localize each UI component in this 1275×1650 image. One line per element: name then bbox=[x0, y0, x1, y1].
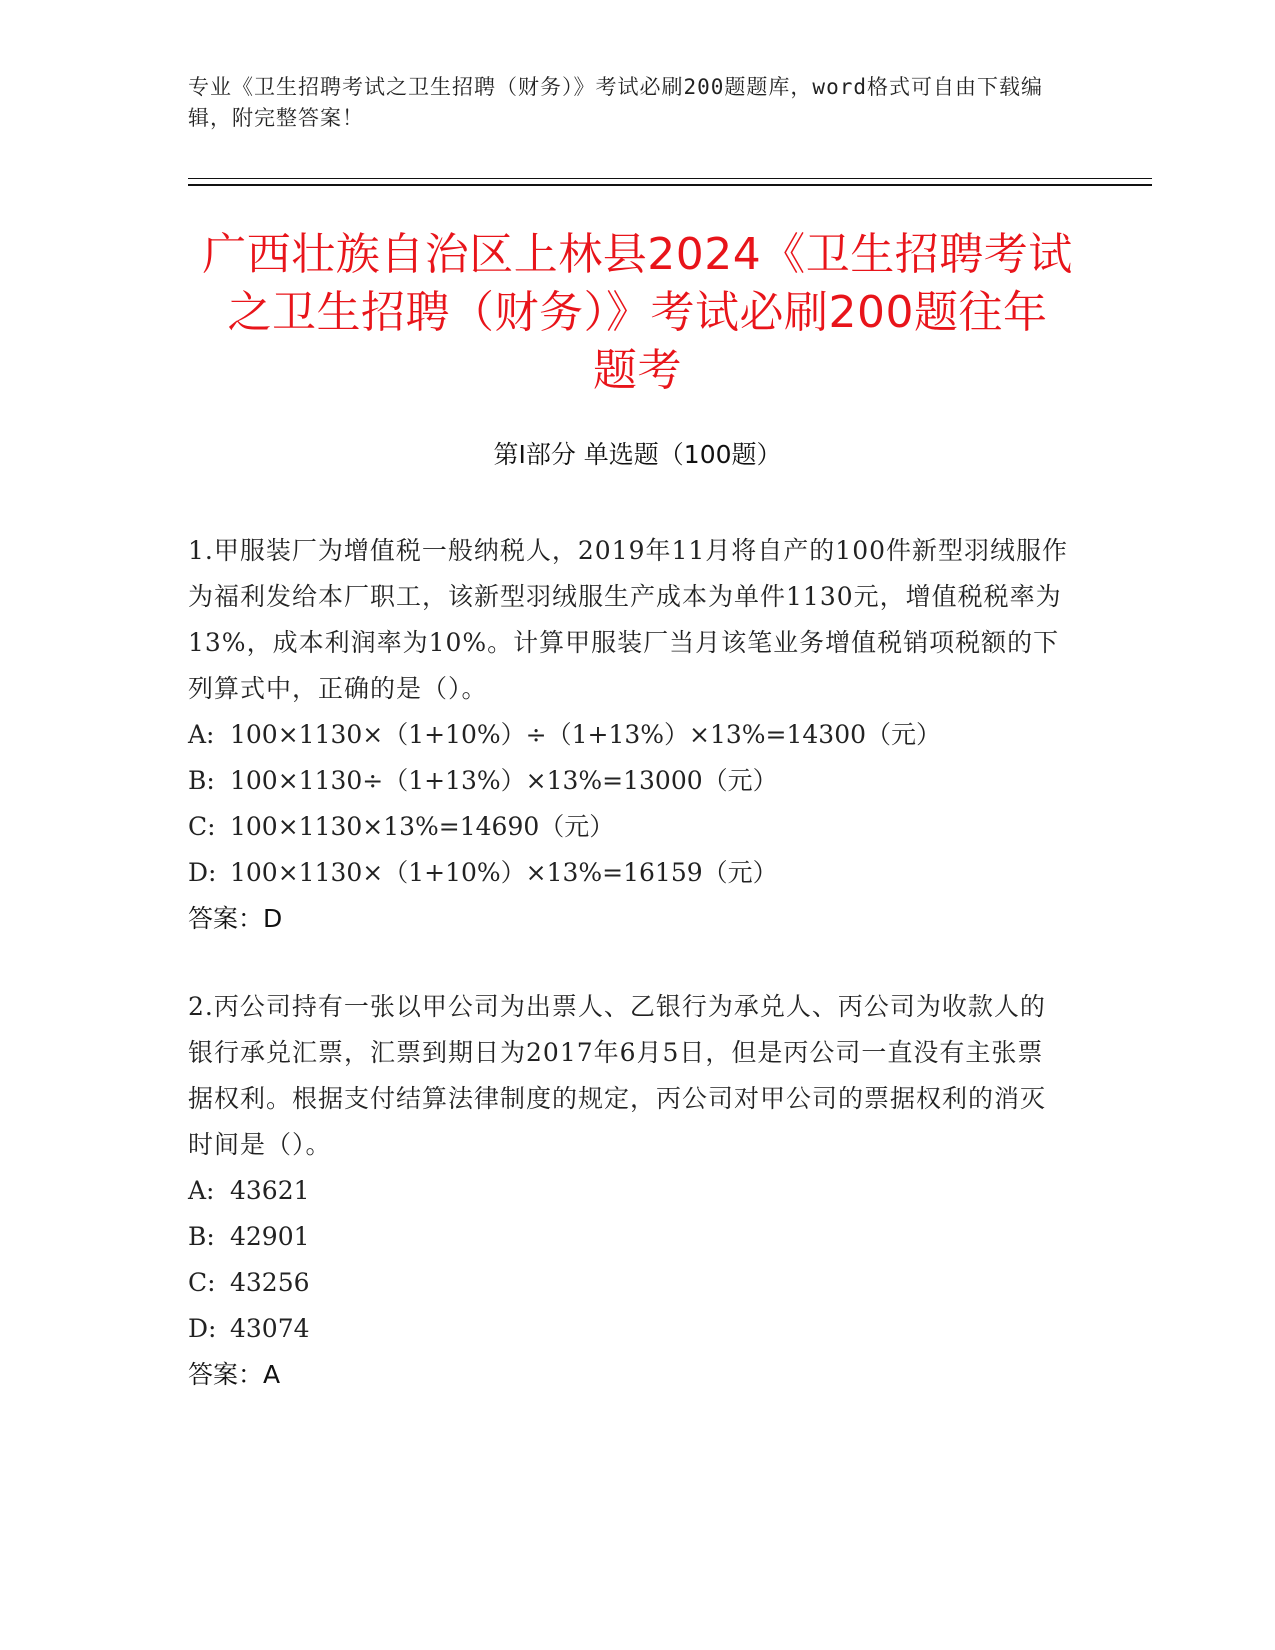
question-2 bbox=[188, 984, 1068, 1398]
option-a bbox=[188, 712, 1068, 758]
option-letter: D: bbox=[188, 858, 217, 887]
answer-line: 答案：D bbox=[188, 904, 283, 933]
option-c bbox=[188, 1260, 1068, 1306]
option-c bbox=[188, 804, 1068, 850]
option-letter: A: bbox=[188, 720, 215, 749]
option-b bbox=[188, 1214, 1068, 1260]
document-title bbox=[150, 226, 1125, 400]
option-d bbox=[188, 1306, 1068, 1352]
section-title: 第Ⅰ部分 单选题（100题） bbox=[493, 440, 782, 469]
option-text: 100×1130×（1+10%）÷（1+13%）×13%=14300（元） bbox=[230, 720, 942, 749]
option-text: 43074 bbox=[230, 1314, 310, 1343]
option-letter: C: bbox=[188, 1268, 216, 1297]
option-text: 43621 bbox=[230, 1176, 310, 1205]
question-stem: 1.甲服装厂为增值税一般纳税人，2019年11月将自产的100件新型羽绒服作为福利发给本厂职工，该新型羽绒服生产成本为单件1130元，增值税税率为13%，成本利润率为10%。计算甲服装厂当月该笔业务增值税销项税额的下列算式中，正确的是（）。 bbox=[188, 536, 1069, 703]
title-line-1: 广西壮族自治区上林县2024《卫生招聘考试 bbox=[202, 229, 1073, 280]
option-text: 42901 bbox=[230, 1222, 310, 1251]
header-note: 专业《卫生招聘考试之卫生招聘（财务）》考试必刷200题题库，word格式可自由下载编辑，附完整答案！ bbox=[188, 75, 1043, 130]
option-letter: B: bbox=[188, 766, 215, 795]
question-1 bbox=[188, 528, 1068, 942]
header-divider-thin bbox=[188, 178, 1152, 179]
option-a bbox=[188, 1168, 1068, 1214]
option-letter: C: bbox=[188, 812, 216, 841]
question-stem: 2.丙公司持有一张以甲公司为出票人、乙银行为承兑人、丙公司为收款人的银行承兑汇票，汇票到期日为2017年6月5日，但是丙公司一直没有主张票据权利。根据支付结算法律制度的规定，丙公司对甲公司的票据权利的消灭时间是（）。 bbox=[188, 992, 1047, 1159]
option-text: 100×1130×（1+10%）×13%=16159（元） bbox=[230, 858, 778, 887]
option-text: 100×1130×13%=14690（元） bbox=[230, 812, 615, 841]
option-letter: A: bbox=[188, 1176, 215, 1205]
title-line-2: 之卫生招聘（财务）》考试必刷200题往年 bbox=[227, 287, 1048, 338]
answer-line: 答案：A bbox=[188, 1360, 281, 1389]
option-b bbox=[188, 758, 1068, 804]
option-letter: D: bbox=[188, 1314, 217, 1343]
option-text: 43256 bbox=[230, 1268, 310, 1297]
title-line-3: 题考 bbox=[593, 345, 682, 396]
option-d bbox=[188, 850, 1068, 896]
header-divider-thick bbox=[188, 184, 1152, 186]
option-letter: B: bbox=[188, 1222, 215, 1251]
option-text: 100×1130÷（1+13%）×13%=13000（元） bbox=[230, 766, 778, 795]
